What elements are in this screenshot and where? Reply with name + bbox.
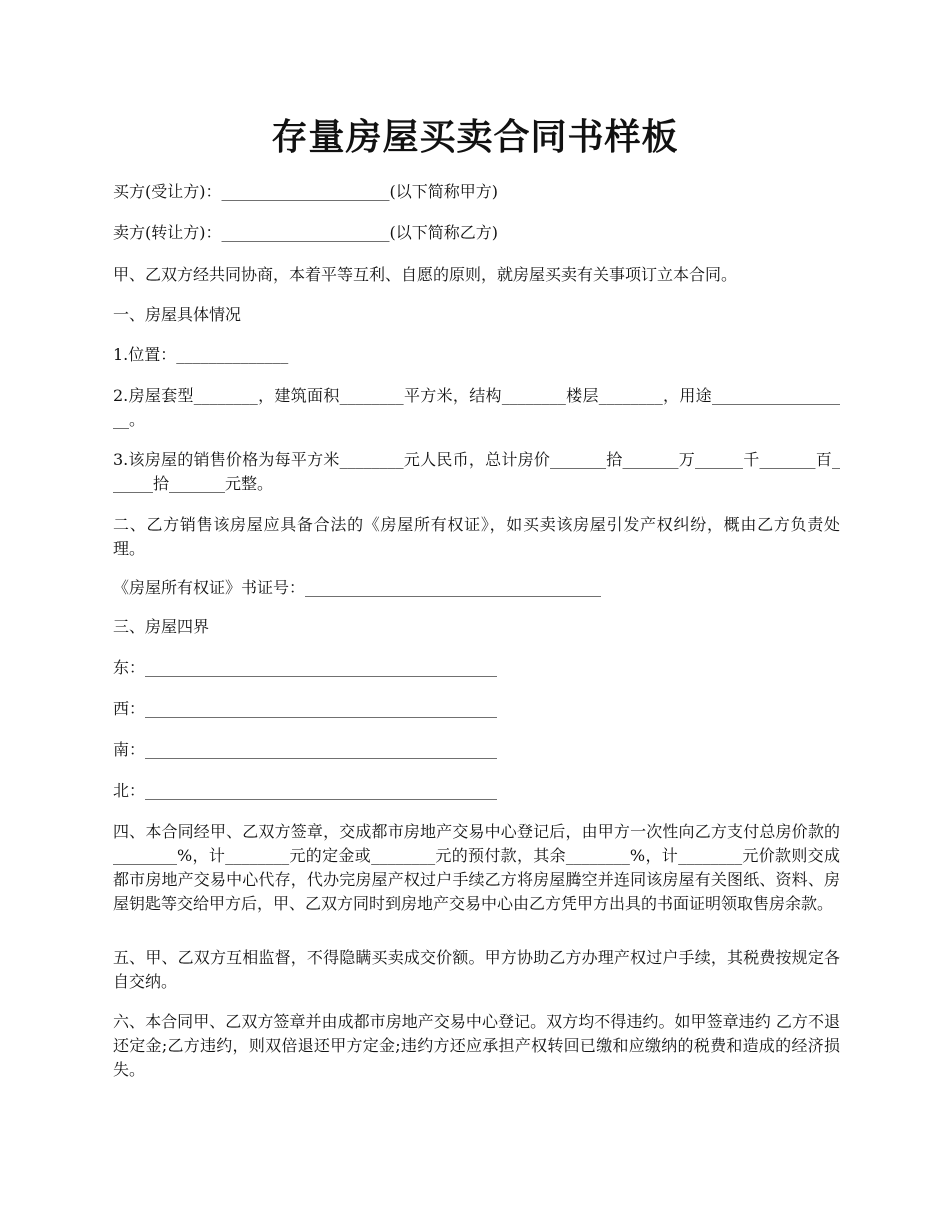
section-5-paragraph: 五、甲、乙双方互相监督，不得隐瞒买卖成交价额。甲方协助乙方办理产权过户手续，其税费按规定各自交纳。 [113,948,840,991]
section-4-paragraph: 四、本合同经甲、乙双方签章，交成都市房地产交易中心登记后，由甲方一次性向乙方支付总房价款的________%，计________元的定金或________元的预付款，其余________%，计________元价款则交成都市房地产交易中心代存，代办完房屋产权过户手续乙方将房屋腾空并连同该房屋有关图纸、资料、房屋钥匙等交给甲方后，甲、乙双方同时到房地产交易中心由乙方凭甲方出具的书面证明领取售房余款。 [113,822,840,913]
boundary-east-line: 东：____________________________________________ [113,658,498,677]
boundary-south-line: 南：____________________________________________ [113,740,498,759]
boundary-north-line: 北：____________________________________________ [113,781,498,800]
boundary-west-line: 西：____________________________________________ [113,699,498,718]
section-1-heading: 一、房屋具体情况 [113,305,242,324]
location-line: 1.位置：______________ [113,345,289,364]
preamble-paragraph: 甲、乙双方经共同协商，本着平等互利、自愿的原则，就房屋买卖有关事项订立本合同。 [113,265,738,284]
section-6-paragraph: 六、本合同甲、乙双方签章并由成都市房地产交易中心登记。双方均不得违约。如甲签章违约 乙方不退还定金;乙方违约，则双倍退还甲方定金;违约方还应承担产权转回已缴和应缴纳的税费和造成的经济损失。 [113,1012,840,1079]
section-3-heading: 三、房屋四界 [113,617,210,636]
section-2-paragraph: 二、乙方销售该房屋应具备合法的《房屋所有权证》，如买卖该房屋引发产权纠纷，概由乙方负责处理。 [113,515,840,558]
house-type-paragraph: 2.房屋套型________，建筑面积________平方米，结构________楼层________，用途__________________。 [113,386,840,429]
certificate-number-line: 《房屋所有权证》书证号：_____________________________________ [113,578,602,597]
document-title: 存量房屋买卖合同书样板 [271,116,679,158]
seller-line: 卖方(转让方)：_____________________(以下简称乙方) [113,223,498,242]
price-paragraph: 3.该房屋的销售价格为每平方米________元人民币，总计房价_______拾_______万______千_______百______拾_______元整。 [113,450,840,493]
buyer-line: 买方(受让方)：_____________________(以下简称甲方) [113,182,498,201]
